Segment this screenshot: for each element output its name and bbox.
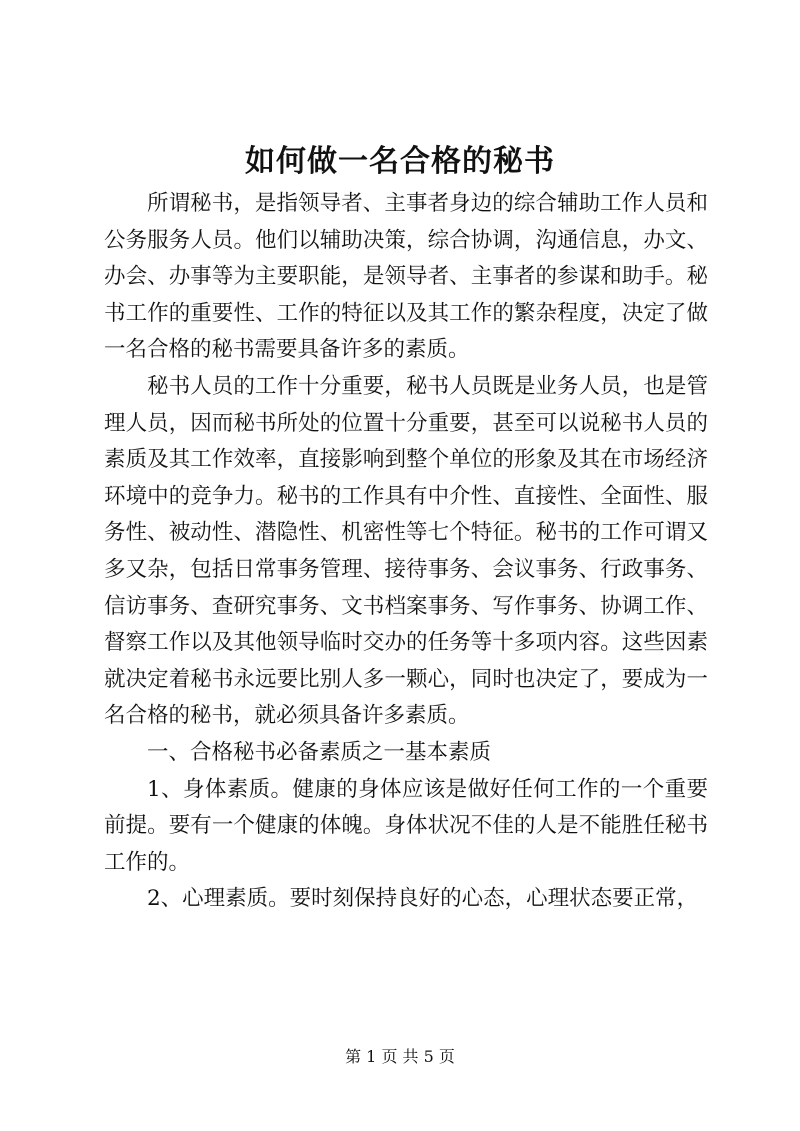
paragraph-physical-quality: 1、身体素质。健康的身体应该是做好任何工作的一个重要前提。要有一个健康的体魄。身体状况不佳的人是不能胜任秘书工作的。 [104, 776, 708, 875]
paragraph-psychological-quality: 2、心理素质。要时刻保持良好的心态，心理状态要正常， [147, 886, 699, 912]
paragraph-intro: 所谓秘书，是指领导者、主事者身边的综合辅助工作人员和公务服务人员。他们以辅助决策，综合协调，沟通信息，办文、办会、办事等为主要职能，是领导者、主事者的参谋和助手。秘书工作的重要性、工作的特征以及其工作的繁杂程度，决定了做一名合格的秘书需要具备许多的素质。 [104, 191, 708, 363]
document-body [104, 186, 708, 918]
document-title: 如何做一名合格的秘书 [245, 144, 555, 179]
section-heading-basic-qualities: 一、合格秘书必备素质之一基本素质 [147, 739, 492, 765]
paragraph-importance: 秘书人员的工作十分重要，秘书人员既是业务人员，也是管理人员，因而秘书所处的位置十分重要，甚至可以说秘书人员的素质及其工作效率，直接影响到整个单位的形象及其在市场经济环境中的竞争力。秘书的工作具有中介性、直接性、全面性、服务性、被动性、潜隐性、机密性等七个特征。秘书的工作可谓又多又杂，包括日常事务管理、接待事务、会议事务、行政事务、信访事务、查研究事务、文书档案事务、写作事务、协调工作、督察工作以及其他领导临时交办的任务等十多项内容。这些因素就决定着秘书永远要比别人多一颗心，同时也决定了，要成为一名合格的秘书，就必须具备许多素质。 [104, 373, 708, 729]
page-footer: 第 1 页 共 5 页 [345, 1047, 455, 1066]
